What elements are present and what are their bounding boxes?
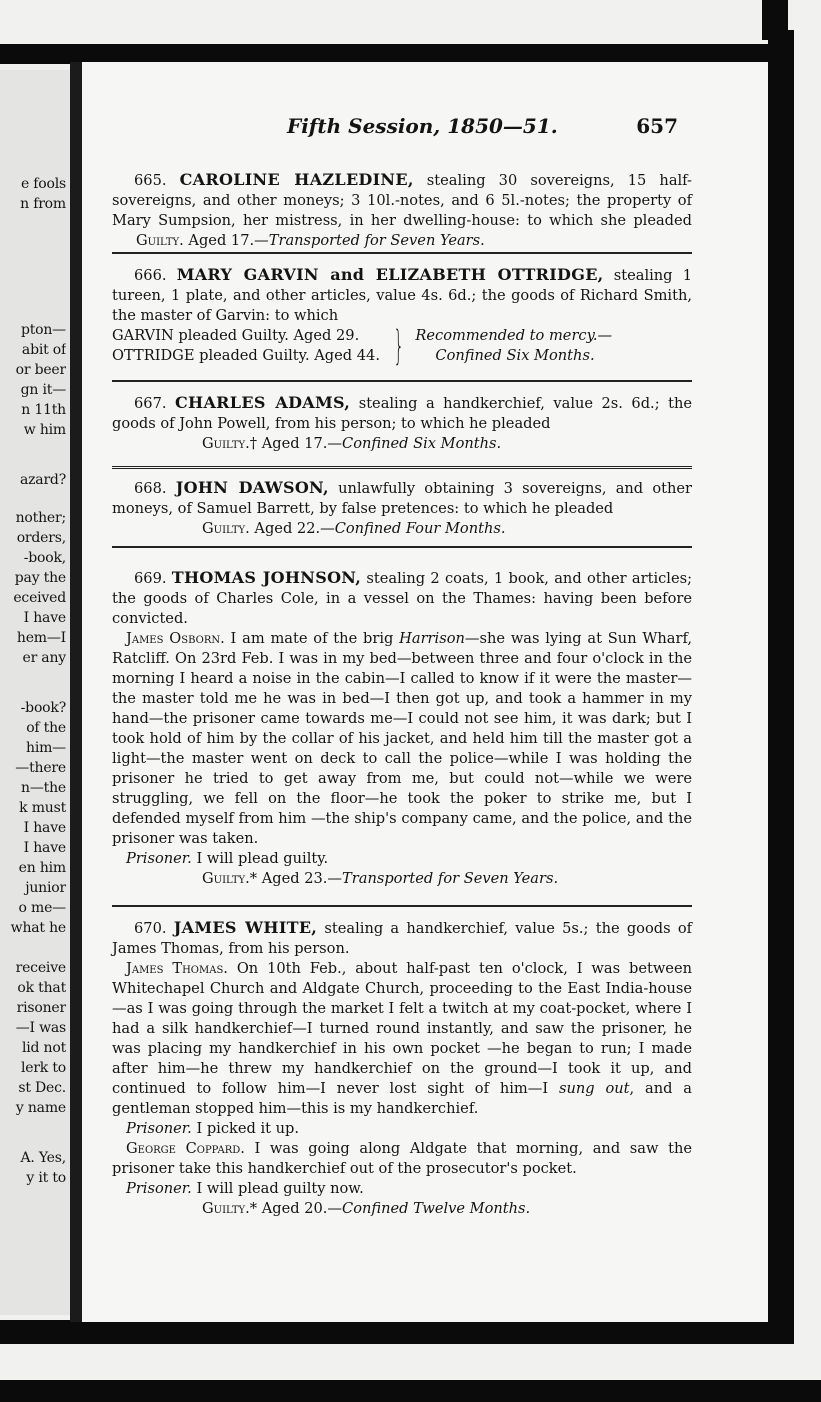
case-text: stealing a handkerchief, value 5s.; the goods of James Thomas, from his person. [112,920,693,957]
defendant-name: JOHN DAWSON, [175,478,329,497]
recommendation: Recommended to mercy.— [415,327,613,344]
case-text: stealing a handkerchief, value 2s. 6d.; the goods of John Powell, from his person; to which he pleaded [112,395,693,432]
ship-name: Harrison [399,630,465,647]
left-page-fragment: what he [10,920,66,936]
case-665 [112,170,692,251]
case-text: stealing 30 sovereigns, 15 half-sovereigns, and other moneys; 3 10l.-notes, and 6 5l.-notes; the property of Mary Sumpsion, her mistress, in her dwelling-house: to which she pleaded [112,172,692,229]
case-670 [112,918,692,1219]
running-header [82,114,768,144]
left-page-fragment: lerk to [20,1060,66,1076]
case-number: 666. [134,267,167,284]
left-page-fragment: nother; [15,510,66,526]
verdict: Guilty.† [202,435,258,452]
defendant-name: CHARLES ADAMS, [175,393,351,412]
prisoner-label: Prisoner. [126,1120,192,1137]
left-page-fragment: st Dec. [18,1080,66,1096]
prisoner-label: Prisoner. [126,850,192,867]
case-number: 669. [134,570,167,587]
case-divider [112,905,692,907]
testimony-cont: , and a gentleman stopped him—this is my handkerchief. [112,1080,693,1117]
sentence: Transported for Seven Years. [342,870,559,887]
sung-out: sung out [558,1080,630,1097]
left-page-fragment: I have [23,820,66,836]
left-page-fragment: gn it— [20,382,66,398]
sentence: Confined Six Months. [342,435,502,452]
left-page-fragment: him— [26,740,66,756]
left-page-fragment: —I was [15,1020,66,1036]
testimony: I am mate of the brig [230,630,400,647]
sentence: Confined Four Months. [334,520,506,537]
case-number: 668. [134,480,167,497]
ottridge-plea: OTTRIDGE pleaded Guilty. Aged 44. [112,347,380,364]
defendant-name: THOMAS JOHNSON, [171,568,362,587]
defendant-name: JAMES WHITE, [173,918,318,937]
left-page-fragment: ok that [17,980,66,996]
prisoner-statement: I will plead guilty. [196,850,329,867]
bottom-dark-border [0,1320,794,1344]
aged: Aged 22.— [254,520,335,537]
verdict: Guilty. [202,520,250,537]
prisoner-statement: I picked it up. [196,1120,300,1137]
right-dark-border [768,30,794,1340]
frame-top-band [0,44,790,64]
left-page-fragment: -book, [23,550,66,566]
brace-symbol: } [393,323,404,369]
left-page-fragment: lid not [21,1040,66,1056]
main-page [82,62,768,1322]
verdict: Guilty. [136,232,184,249]
witness-name-2: George Coppard. [126,1140,245,1157]
case-divider [112,252,692,254]
left-page-fragment: receive [15,960,66,976]
left-page-fragment: y name [15,1100,66,1116]
bottom-strip [0,1380,821,1402]
left-page-fragment: n 11th [21,402,66,418]
left-facing-page [0,70,70,1315]
case-668 [112,478,692,539]
aged: Aged 17.— [261,435,343,452]
left-page-fragment: —there [15,760,66,776]
testimony-cont: —she was lying at Sun Wharf, Ratcliff. On 23rd Feb. I was in my bed—between three and four o'clock in the morning I heard a noise in the cabin—I called to know if it were the master—the master told me he was in bed—I then got up, and took a hammer in my hand—the prisoner came towards me—I could not see him, it was dark; but I took hold of him by the collar of his jacket, and held him till the master got a light—the master went on deck to call the police—while I was holding the prisoner he tried to get away from me, but could not—while we were struggling, we fell on the floor—he took the poker to strike me, but I defended myself from him —the ship's company came, and the police, and the prisoner was taken. [112,630,692,847]
left-page-fragment: pay the [14,570,66,586]
testimony: On 10th Feb., about half-past ten o'clock, I was between Whitechapel Church and Aldgate Church, proceeding to the East India-house—as I was going through the market I felt a twitch at my coat-pocket, where I had a silk handkerchief—I turned round instantly, and saw the prisoner, he was placing my handkerchief in his own pocket —he began to run; I made after him—he threw my handkerchief on the ground—I took it up, and continued to follow him—I never lost sight of him—I [112,960,692,1097]
verdict: Guilty.* [202,870,258,887]
left-page-fragment: w him [23,422,66,438]
witness-name: James Thomas. [126,960,228,977]
case-number: 670. [134,920,167,937]
case-divider [112,546,692,548]
case-669 [112,568,692,889]
left-page-fragment: I have [23,840,66,856]
aged: Aged 23.— [261,870,343,887]
aged: Aged 17.— [188,232,269,249]
sentence: Transported for Seven Years. [268,232,485,249]
prisoner-statement-2: I will plead guilty now. [196,1180,364,1197]
case-666 [112,265,692,369]
testimony-2: I was going along Aldgate that morning, and saw the prisoner take this handkerchief out of the prosecutor's pocket. [112,1140,692,1177]
garvin-plea: GARVIN pleaded Guilty. Aged 29. [112,327,360,344]
left-page-fragment: n from [20,196,66,212]
left-page-fragment: orders, [16,530,66,546]
case-text: unlawfully obtaining 3 sovereigns, and other moneys, of Samuel Barrett, by false pretences: to which he pleaded [112,480,693,517]
left-page-fragment: A. Yes, [20,1150,66,1166]
left-page-fragment: -book? [20,700,66,716]
session-title: Fifth Session, 1850—51. [287,114,558,138]
case-number: 665. [134,172,167,189]
case-divider [112,466,692,471]
left-page-fragment: risoner [16,1000,66,1016]
case-number: 667. [134,395,167,412]
left-page-fragment: y it to [26,1170,66,1186]
left-page-fragment: abit of [21,342,66,358]
left-page-fragment: pton— [20,322,66,338]
case-text: stealing 1 tureen, 1 plate, and other articles, value 4s. 6d.; the goods of Richard Smith, the master of Garvin: to which [112,267,692,324]
left-page-fragment: eceived [13,590,66,606]
plea-block [112,323,692,369]
sentence: Confined Twelve Months. [342,1200,531,1217]
left-page-fragment: azard? [19,472,66,488]
right-edge-strip [762,0,788,40]
case-divider [112,380,692,382]
left-page-fragment: k must [19,800,66,816]
left-page-fragment: o me— [18,900,66,916]
left-page-fragment: n—the [21,780,66,796]
case-text: stealing 2 coats, 1 book, and other articles; the goods of Charles Cole, in a vessel on the Thames: having been before convicted. [112,570,693,627]
page-number: 657 [636,114,678,138]
left-page-fragment: er any [22,650,66,666]
witness-name: James Osborn. [126,630,225,647]
left-page-fragment: or beer [15,362,66,378]
verdict: Guilty.* [202,1200,258,1217]
left-page-fragment: e fools [20,176,66,192]
case-667 [112,393,692,454]
left-page-fragment: I have [23,610,66,626]
left-page-fragment: junior [25,880,66,896]
prisoner-label-2: Prisoner. [126,1180,192,1197]
left-page-fragment: hem—I [16,630,66,646]
left-page-fragment: en him [18,860,66,876]
left-page-fragment: of the [26,720,66,736]
sentence: Confined Six Months. [435,347,595,364]
defendant-name: MARY GARVIN and ELIZABETH OTTRIDGE, [176,265,604,284]
aged: Aged 20.— [261,1200,343,1217]
defendant-name: CAROLINE HAZLEDINE, [179,170,414,189]
